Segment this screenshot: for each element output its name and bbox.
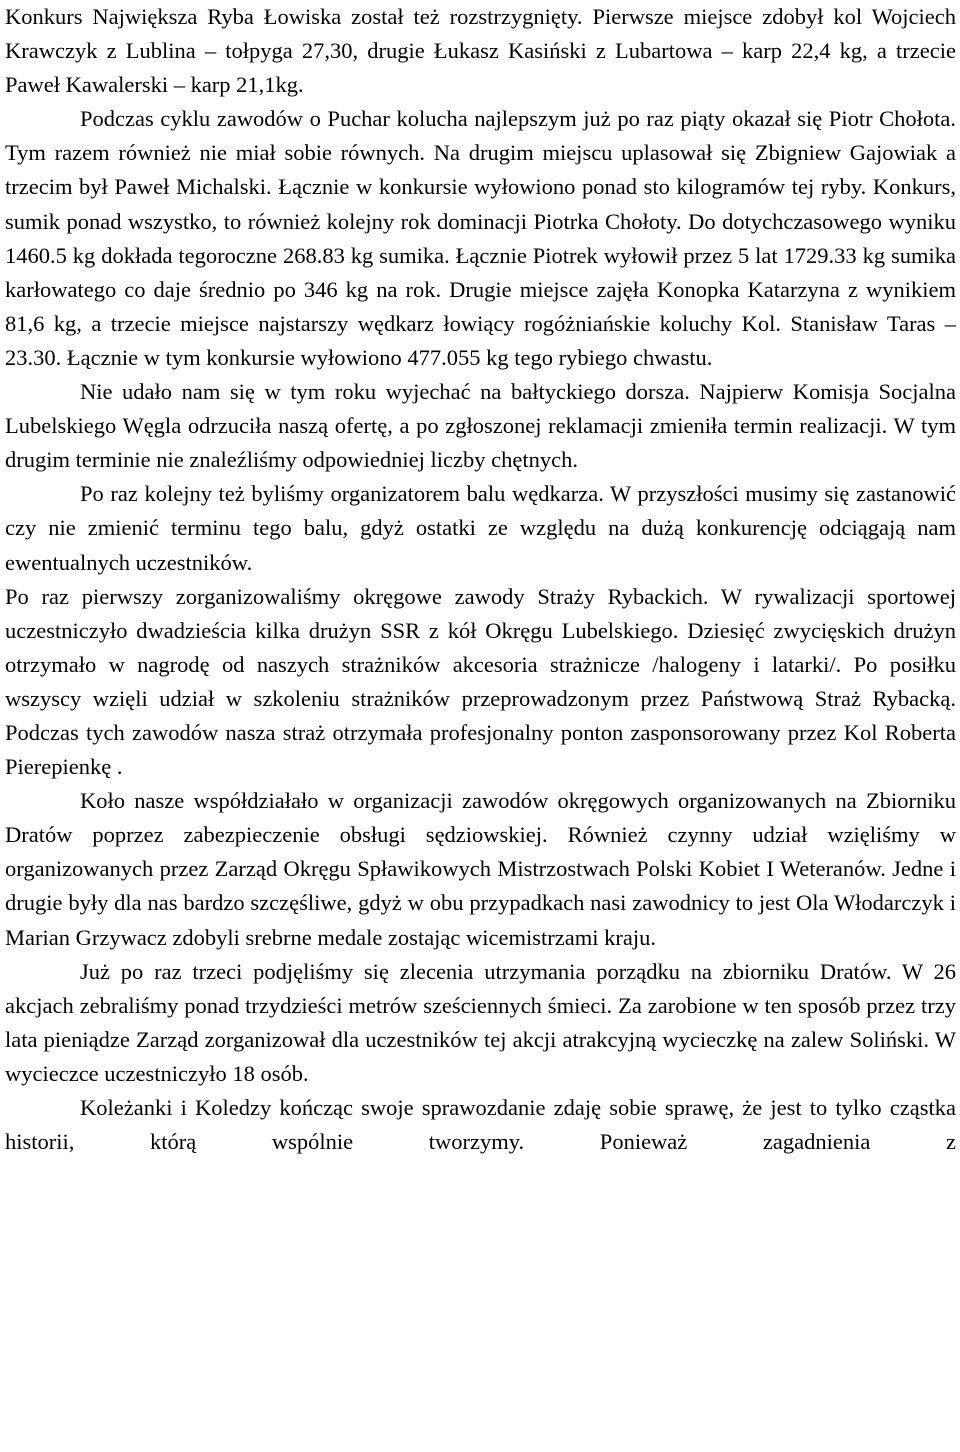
- paragraph-anglers-ball: Po raz kolejny też byliśmy organizatorem balu wędkarza. W przyszłości musimy się zastanowić czy nie zmienić terminu tego balu, gdyż ostatki ze względu na dużą konkurencję odciągają nam ewentualnych uczestników.: [5, 481, 956, 575]
- paragraph-biggest-fish-contest: Konkurs Największa Ryba Łowiska został też rozstrzygnięty. Pierwsze miejsce zdobył kol Wojciech Krawczyk z Lublina – tołpyga 27,30, drugie Łukasz Kasiński z Lubartowa – karp 22,4 kg, a trzecie Paweł Kawalerski – karp 21,1kg.: [5, 4, 956, 98]
- paragraph-kolucha-cup: Podczas cyklu zawodów o Puchar kolucha najlepszym już po raz piąty okazał się Piotr Chołota. Tym razem również nie miał sobie równych. Na drugim miejscu uplasował się Zbigniew Gajowiak a trzecim był Paweł Michalski. Łącznie w konkursie wyłowiono ponad sto kilogramów tej ryby. Konkurs, sumik ponad wszystko, to również kolejny rok dominacji Piotrka Chołoty. Do dotychczasowego wyniku 1460.5 kg dokłada tegoroczne 268.83 kg sumika. Łącznie Piotrek wyłowił przez 5 lat 1729.33 kg sumika karłowatego co daje średnio po 346 kg na rok. Drugie miejsce zajęła Konopka Katarzyna z wynikiem 81,6 kg, a trzecie miejsce najstarszy wędkarz łowiący rogóżniańskie koluchy Kol. Stanisław Taras – 23.30. Łącznie w tym konkursie wyłowiono 477.055 kg tego rybiego chwastu.: [5, 106, 956, 370]
- paragraph-fishing-guard-competition: Po raz pierwszy zorganizowaliśmy okręgowe zawody Straży Rybackich. W rywalizacji sportowej uczestniczyło dwadzieścia kilka drużyn SSR z kół Okręgu Lubelskiego. Dziesięć zwycięskich drużyn otrzymało w nagrodę od naszych strażników akcesoria strażnicze /halogeny i latarki/. Po posiłku wszyscy wzięli udział w szkoleniu strażników przeprowadzonym przez Państwową Straż Rybacką. Podczas tych zawodów nasza straż otrzymała profesjonalny ponton zasponsorowany przez Kol Roberta Pierepienkę .: [5, 583, 956, 780]
- paragraph-reservoir-cleanup: Już po raz trzeci podjęliśmy się zlecenia utrzymania porządku na zbiorniku Dratów. W 26 akcjach zebraliśmy ponad trzydzieści metrów sześciennych śmieci. Za zarobione w ten sposób przez trzy lata pieniądze Zarząd zorganizował dla uczestników tej akcji atrakcyjną wycieczkę na zalew Soliński. W wycieczce uczestniczyło 18 osób.: [5, 958, 956, 1086]
- paragraph-district-competitions: Koło nasze współdziałało w organizacji zawodów okręgowych organizowanych na Zbiorniku Dratów poprzez zabezpieczenie obsługi sędziowskiej. Również czynny udział wzięliśmy w organizowanych przez Zarząd Okręgu Spławikowych Mistrzostwach Polski Kobiet I Weteranów. Jedne i drugie były dla nas bardzo szczęśliwe, gdyż w obu przypadkach nasi zawodnicy to jest Ola Włodarczyk i Marian Grzywacz zdobyli srebrne medale zostając wicemistrzami kraju.: [5, 788, 956, 950]
- paragraph-closing: Koleżanki i Koledzy kończąc swoje sprawozdanie zdaję sobie sprawę, że jest to tylko cząstka historii, którą wspólnie tworzymy. Ponieważ zagadnienia z: [5, 1095, 956, 1155]
- paragraph-cod-trip: Nie udało nam się w tym roku wyjechać na bałtyckiego dorsza. Najpierw Komisja Socjalna Lubelskiego Węgla odrzuciła naszą ofertę, a po zgłoszonej reklamacji zmieniła termin realizacji. W tym drugim terminie nie znaleźliśmy odpowiedniej liczby chętnych.: [5, 379, 956, 473]
